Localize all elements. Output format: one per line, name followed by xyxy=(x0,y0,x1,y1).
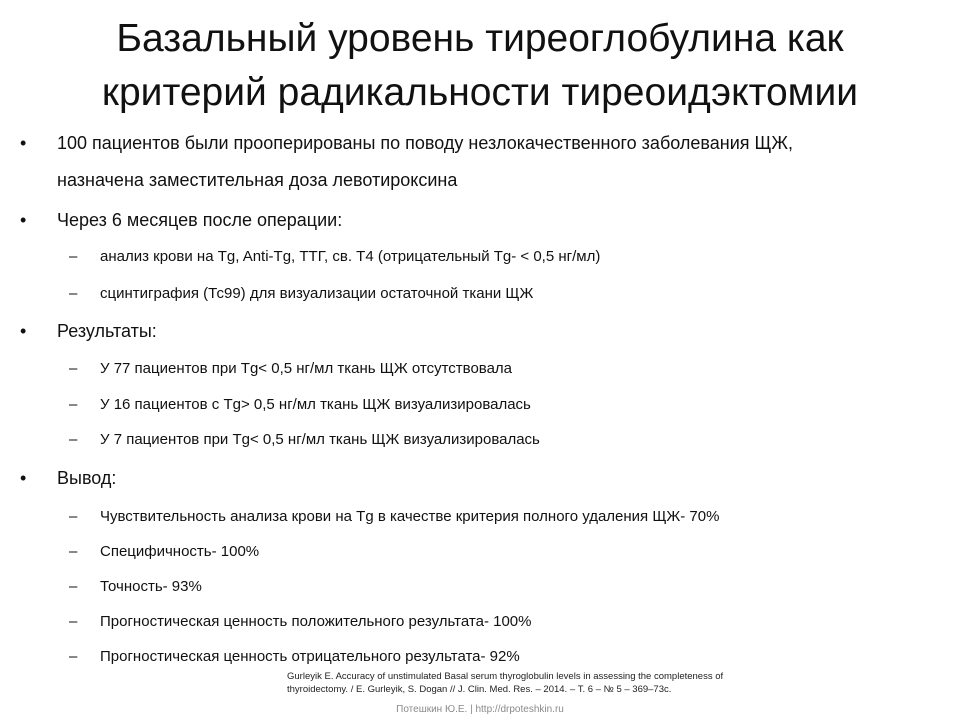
dash-marker: – xyxy=(69,648,78,665)
item-text: Прогностическая ценность положительного результата- 100% xyxy=(100,613,532,630)
title-line: критерий радикальности тиреоидэктомии xyxy=(101,71,859,114)
item-text: У 7 пациентов при Tg< 0,5 нг/мл ткань ЩЖ визуализировалась xyxy=(100,431,540,448)
item-text: Результаты: xyxy=(57,321,157,341)
item-text: сцинтиграфия (Тс99) для визуализации остаточной ткани ЩЖ xyxy=(100,285,534,302)
dash-marker: – xyxy=(69,248,78,265)
dash-marker: – xyxy=(69,285,78,302)
item-text: У 77 пациентов при Tg< 0,5 нг/мл ткань ЩЖ отсутствовала xyxy=(100,360,513,377)
bullet-marker: • xyxy=(20,468,27,488)
bullet-marker: • xyxy=(20,133,27,153)
item-text: назначена заместительная доза левотироксина xyxy=(57,170,458,190)
dash-marker: – xyxy=(69,613,78,630)
reference-line: Gurleyik E. Accuracy of unstimulated Basal serum thyroglobulin levels in assessing the completeness of xyxy=(287,671,724,682)
dash-marker: – xyxy=(69,396,78,413)
reference-citation xyxy=(287,670,767,696)
dash-marker: – xyxy=(69,508,78,525)
bullet-marker: • xyxy=(20,210,27,230)
footer-credit: Потешкин Ю.Е. | http://drpoteshkin.ru xyxy=(396,704,564,715)
item-text: Через 6 месяцев после операции: xyxy=(57,210,343,230)
dash-marker: – xyxy=(69,431,78,448)
item-text: 100 пациентов были прооперированы по поводу незлокачественного заболевания ЩЖ, xyxy=(57,133,793,153)
item-text: анализ крови на Tg, Anti-Tg, ТТГ, св. Т4 (отрицательный Tg- < 0,5 нг/мл) xyxy=(100,248,601,265)
item-text: У 16 пациентов с Tg> 0,5 нг/мл ткань ЩЖ визуализировалась xyxy=(100,396,531,413)
item-text: Вывод: xyxy=(57,468,117,488)
item-text: Точность- 93% xyxy=(100,578,202,595)
bullet-marker: • xyxy=(20,321,27,341)
dash-marker: – xyxy=(69,360,78,377)
title-line: Базальный уровень тиреоглобулина как xyxy=(116,17,844,60)
item-text: Прогностическая ценность отрицательного результата- 92% xyxy=(100,648,520,665)
item-text: Специфичность- 100% xyxy=(100,543,260,560)
dash-marker: – xyxy=(69,543,78,560)
item-text: Чувствительность анализа крови на Tg в качестве критерия полного удаления ЩЖ- 70% xyxy=(100,508,720,525)
dash-marker: – xyxy=(69,578,78,595)
reference-line: thyroidectomy. / E. Gurleyik, S. Dogan // J. Clin. Med. Res. – 2014. – Т. 6 – № 5 – 369–73с. xyxy=(287,684,672,695)
